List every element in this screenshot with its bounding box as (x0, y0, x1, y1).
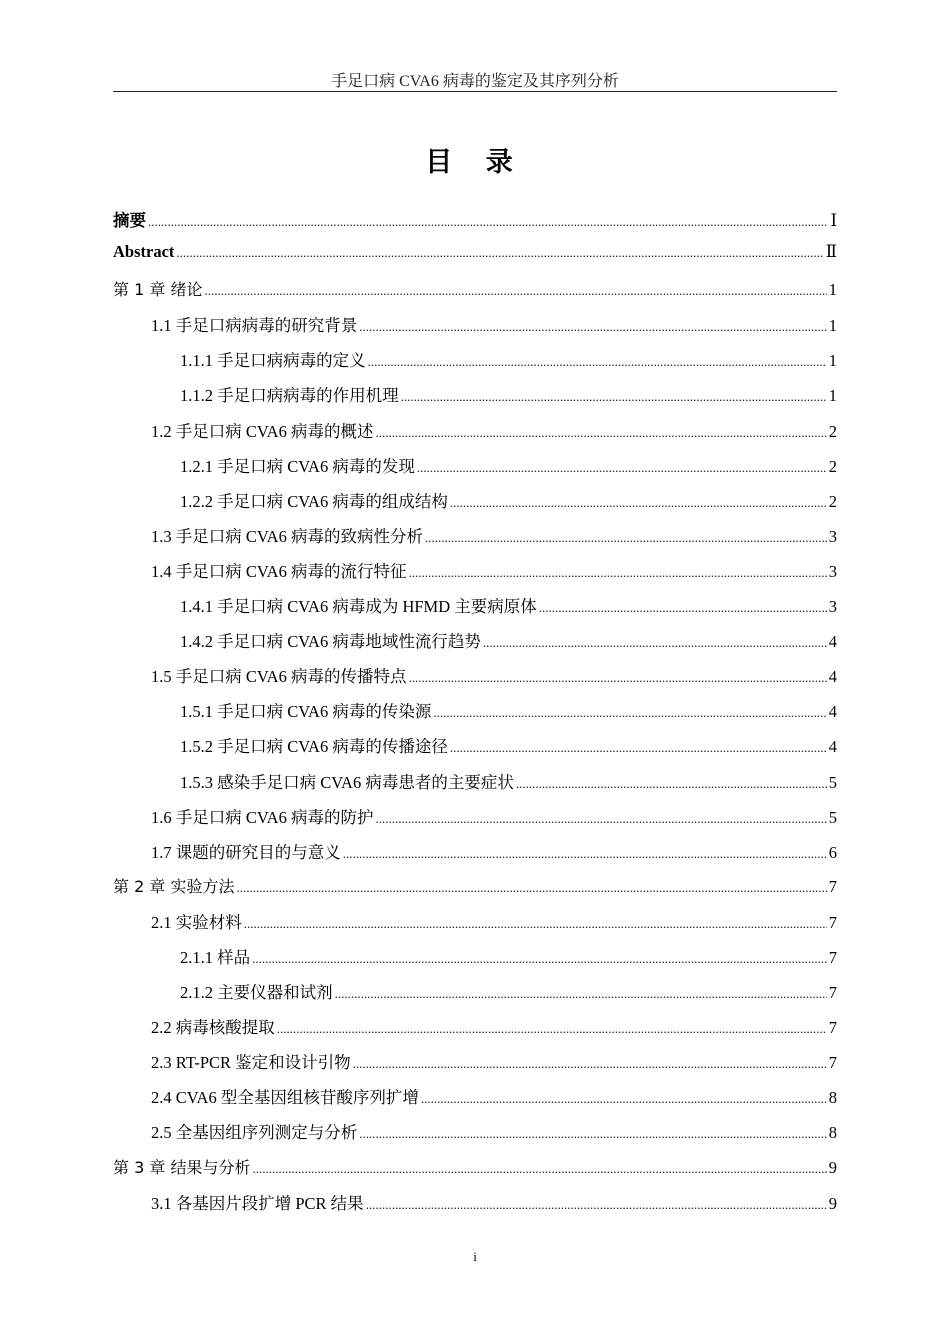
toc-dot-leader (359, 1126, 827, 1142)
toc-entry-label: 2.1 实验材料 (151, 912, 242, 932)
toc-entry-page: 7 (828, 1053, 837, 1073)
toc-entry-label: 1.1.1 手足口病病毒的定义 (180, 351, 366, 371)
toc-entry-label: 1.5.3 感染手足口病 CVA6 病毒患者的主要症状 (180, 772, 514, 792)
toc-entry-label: Abstract (113, 242, 175, 262)
toc-dot-leader (343, 846, 827, 862)
toc-entry-page: 3 (828, 561, 837, 581)
toc-entry[interactable] (113, 418, 837, 453)
toc-dot-leader (425, 530, 827, 546)
toc-dot-leader (483, 635, 827, 651)
toc-entry-label: 2.1.2 主要仪器和试剂 (180, 983, 333, 1003)
toc-entry-label: 1.6 手足口病 CVA6 病毒的防护 (151, 807, 374, 827)
toc-entry-label: 1.4 手足口病 CVA6 病毒的流行特征 (151, 561, 407, 581)
toc-entry[interactable] (113, 382, 837, 417)
toc-entry-page: 9 (828, 1157, 837, 1177)
toc-entry[interactable] (113, 979, 837, 1014)
toc-entry-label: 1.5 手足口病 CVA6 病毒的传播特点 (151, 667, 407, 687)
toc-entry-page: 7 (828, 876, 837, 896)
toc-entry-label: 2.5 全基因组序列测定与分析 (151, 1123, 358, 1143)
toc-dot-leader (375, 425, 826, 441)
toc-dot-leader (236, 880, 826, 896)
toc-entry-page: 3 (828, 597, 837, 617)
toc-dot-leader (375, 811, 826, 827)
toc-entry-page: 4 (828, 702, 837, 722)
toc-dot-leader (204, 283, 826, 299)
toc-entry-page: 4 (828, 737, 837, 757)
toc-entry-label: 第 3 章 结果与分析 (113, 1157, 251, 1177)
toc-entry[interactable] (113, 804, 837, 839)
toc-dot-leader (252, 1161, 826, 1177)
toc-entry-page: 1 (828, 316, 837, 336)
toc-dot-leader (417, 460, 827, 476)
toc-entry-label: 摘要 (113, 211, 146, 230)
toc-entry[interactable] (113, 839, 837, 874)
toc-entry-label: 2.4 CVA6 型全基因组核苷酸序列扩增 (151, 1088, 419, 1108)
toc-entry-page: 7 (828, 983, 837, 1003)
toc-entry-page: 8 (828, 1088, 837, 1108)
toc-entry[interactable] (113, 347, 837, 382)
toc-entry[interactable] (113, 769, 837, 804)
toc-dot-leader (408, 565, 826, 581)
toc-dot-leader (359, 319, 827, 335)
toc-entry-page: 8 (828, 1123, 837, 1143)
toc-dot-leader (539, 600, 827, 616)
toc-entry-label: 第 2 章 实验方法 (113, 876, 235, 896)
toc-entry[interactable] (113, 312, 837, 347)
toc-entry[interactable] (113, 1190, 837, 1225)
toc-entry[interactable] (113, 488, 837, 523)
toc-entry[interactable] (113, 1014, 837, 1049)
toc-dot-leader (450, 740, 827, 756)
toc-entry-page: Ⅰ (830, 211, 837, 230)
toc-dot-leader (335, 986, 827, 1002)
toc-entry-label: 1.7 课题的研究目的与意义 (151, 842, 341, 862)
toc-dot-leader (366, 1197, 827, 1213)
toc-entry[interactable] (113, 453, 837, 488)
toc-entry-label: 1.1.2 手足口病病毒的作用机理 (180, 386, 399, 406)
toc-entry-page: 1 (828, 386, 837, 406)
toc-entry[interactable] (113, 1084, 837, 1119)
toc-entry-label: 1.5.1 手足口病 CVA6 病毒的传染源 (180, 702, 432, 722)
toc-entry[interactable] (113, 277, 837, 312)
toc-entry-label: 2.1.1 样品 (180, 947, 251, 967)
toc-dot-leader (421, 1091, 827, 1107)
toc-entry-page: Ⅱ (825, 242, 837, 262)
toc-entry-label: 1.5.2 手足口病 CVA6 病毒的传播途径 (180, 737, 448, 757)
toc-entry-page: 2 (828, 491, 837, 511)
toc-entry-page: 7 (828, 1018, 837, 1038)
toc-entry[interactable] (113, 1155, 837, 1190)
toc-entry-page: 2 (828, 421, 837, 441)
toc-entry-page: 4 (828, 632, 837, 652)
toc-entry[interactable] (113, 944, 837, 979)
toc-entry-page: 5 (828, 772, 837, 792)
toc-dot-leader (450, 495, 827, 511)
toc-entry-page: 2 (828, 456, 837, 476)
toc-dot-leader (433, 705, 826, 721)
toc-dot-leader (408, 670, 826, 686)
toc-entry[interactable] (113, 909, 837, 944)
toc-dot-leader (368, 354, 827, 370)
toc-entry-page: 4 (828, 667, 837, 687)
toc-dot-leader (353, 1056, 827, 1072)
toc-entry[interactable] (113, 242, 837, 277)
toc-entry-page: 3 (828, 526, 837, 546)
toc-dot-leader (401, 389, 827, 405)
toc-entry[interactable] (113, 663, 837, 698)
toc-entry-label: 1.4.1 手足口病 CVA6 病毒成为 HFMD 主要病原体 (180, 597, 537, 617)
toc-entry[interactable] (113, 558, 837, 593)
toc-dot-leader (252, 951, 827, 967)
page-number: i (473, 1249, 477, 1264)
toc-entry[interactable] (113, 628, 837, 663)
toc-entry[interactable] (113, 733, 837, 768)
toc-entry-page: 1 (828, 280, 837, 300)
toc-entry-label: 2.3 RT-PCR 鉴定和设计引物 (151, 1053, 351, 1073)
toc-entry-page: 5 (828, 807, 837, 827)
header-divider (113, 91, 837, 92)
toc-dot-leader (277, 1021, 827, 1037)
toc-entry-page: 7 (828, 912, 837, 932)
toc-entry[interactable] (113, 593, 837, 628)
toc-entry[interactable] (113, 698, 837, 733)
toc-entry-label: 1.2 手足口病 CVA6 病毒的概述 (151, 421, 374, 441)
toc-entry[interactable] (113, 1049, 837, 1084)
toc-dot-leader (516, 776, 827, 792)
toc-entry-page: 9 (828, 1193, 837, 1213)
toc-entry-label: 3.1 各基因片段扩增 PCR 结果 (151, 1193, 364, 1213)
toc-entry[interactable] (113, 1119, 837, 1154)
toc-entry-page: 6 (828, 842, 837, 862)
toc-dot-leader (148, 214, 828, 230)
toc-entry-label: 1.3 手足口病 CVA6 病毒的致病性分析 (151, 526, 423, 546)
running-header-title: 手足口病 CVA6 病毒的鉴定及其序列分析 (331, 73, 619, 90)
toc-entry-label: 1.1 手足口病病毒的研究背景 (151, 316, 358, 336)
toc-entry-label: 2.2 病毒核酸提取 (151, 1018, 275, 1038)
toc-heading: 目 录 (425, 147, 525, 178)
toc-entry-page: 7 (828, 947, 837, 967)
toc-entry-label: 1.2.2 手足口病 CVA6 病毒的组成结构 (180, 491, 448, 511)
toc-dot-leader (244, 916, 827, 932)
toc-dot-leader (176, 245, 823, 261)
toc-entry[interactable] (113, 207, 837, 242)
toc-entry-page: 1 (828, 351, 837, 371)
toc-entry[interactable] (113, 523, 837, 558)
toc-entry-label: 1.2.1 手足口病 CVA6 病毒的发现 (180, 456, 415, 476)
toc-entry-label: 第 1 章 绪论 (113, 280, 203, 300)
toc-entry[interactable] (113, 874, 837, 909)
table-of-contents (113, 207, 837, 1225)
toc-entry-label: 1.4.2 手足口病 CVA6 病毒地域性流行趋势 (180, 632, 481, 652)
